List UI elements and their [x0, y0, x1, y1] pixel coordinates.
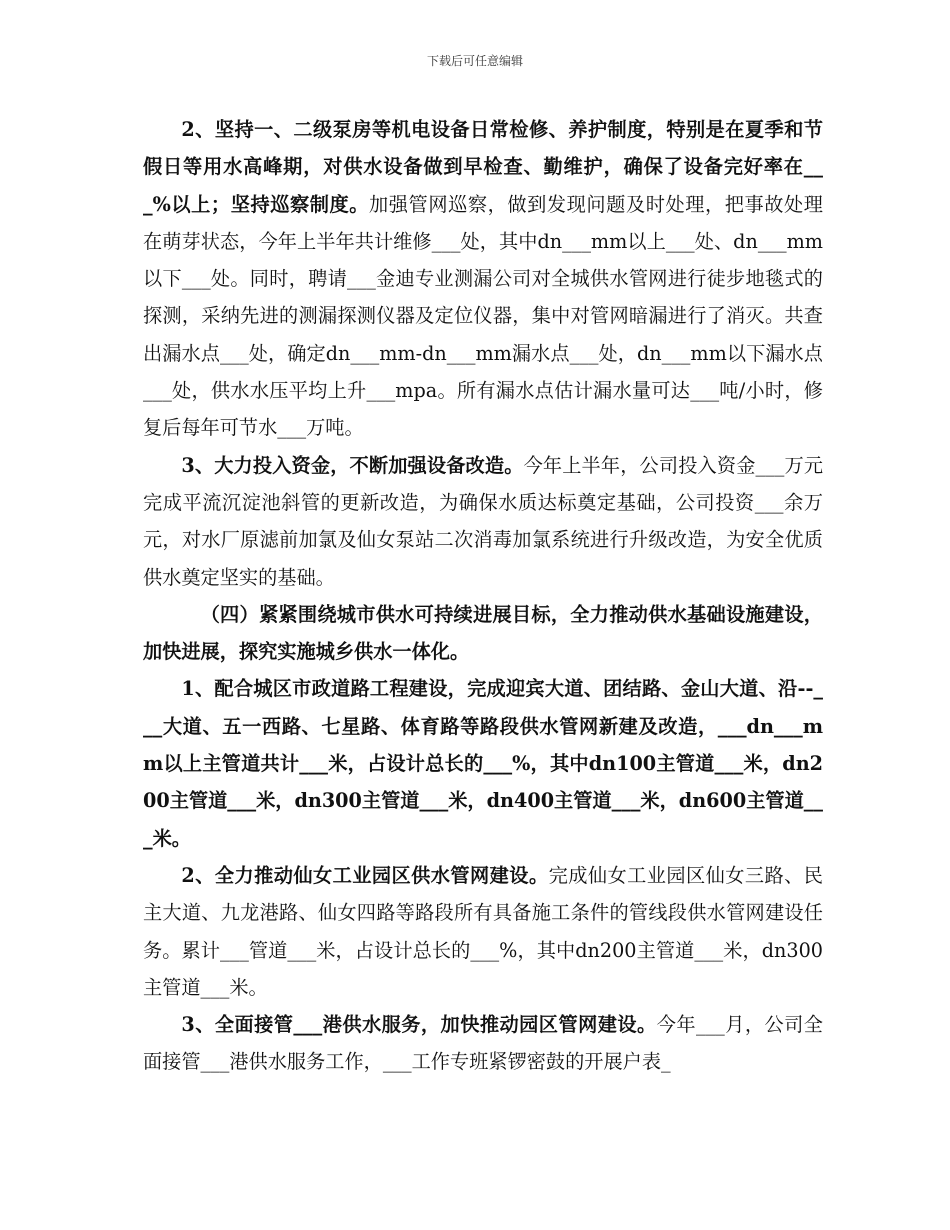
bold-lead-text: 1、配合城区市政道路工程建设，完成迎宾大道、团结路、金山大道、沿--___大道、五一西路、七星路、体育路等路段供水管网新建及改造，___dn___mm以上主管道共计___米，占设计总长的___%，其中dn100主管道___米，dn200主管道___米，dn300主管道___米，dn400主管道___米，dn600主管道___米。: [143, 677, 823, 850]
body-text: 加强管网巡察，做到发现问题及时处理，把事故处理在萌芽状态，今年上半年共计维修___处，其中dn___mm以上___处、dn___mm以下___处。同时，聘请___金迪专业测漏公司对全城供水管网进行徒步地毯式的探测，采纳先进的测漏探测仪器及定位仪器，集中对管网暗漏进行了消灭。共查出漏水点___处，确定dn___mm-dn___mm漏水点___处，dn___mm以下漏水点___处，供水水压平均上升___mpa。所有漏水点估计漏水量可达___吨/小时，修复后每年可节水___万吨。: [143, 192, 823, 440]
paragraph-capital-investment: [143, 447, 823, 596]
paragraph-industrial-park: [143, 857, 823, 1006]
bold-lead-text: 2、坚持一、二级泵房等机电设备日常检修、养护制度，特别是在夏季和节假日等用水高峰期，对供水设备做到早检查、勤维护，确保了设备完好率在___%以上；坚持巡察制度。: [143, 118, 823, 216]
bold-lead-text: 3、大力投入资金，不断加强设备改造。: [181, 453, 524, 477]
paragraph-port-takeover: [143, 1006, 823, 1081]
paragraph-equipment-maintenance: [143, 111, 823, 447]
paragraph-road-pipeline: [143, 670, 823, 856]
bold-lead-text: （四）紧紧围绕城市供水可持续进展目标，全力推动供水基础设施建设，加快进展，探究实施城乡供水一体化。: [143, 602, 823, 664]
document-body: [143, 111, 823, 1081]
bold-lead-text: 3、全面接管___港供水服务，加快推动园区管网建设。: [181, 1013, 657, 1037]
body-text: 今年___月，公司全面接管___港供水服务工作，___工作专班紧锣密鼓的开展户表_: [143, 1013, 823, 1074]
body-text: 完成仙女工业园区仙女三路、民主大道、九龙港路、仙女四路等路段所有具备施工条件的管线段供水管网建设任务。累计___管道___米，占设计总长的___%，其中dn200主管道___米，dn300主管道___米。: [143, 863, 823, 999]
bold-lead-text: 2、全力推动仙女工业园区供水管网建设。: [181, 863, 549, 887]
section-heading-four: [143, 596, 823, 671]
page-header: 下载后可任意编辑: [426, 54, 523, 68]
body-text: 今年上半年，公司投入资金___万元完成平流沉淀池斜管的更新改造，为确保水质达标奠定基础，公司投资___余万元，对水厂原滤前加氯及仙女泵站二次消毒加氯系统进行升级改造，为安全优质供水奠定坚实的基础。: [143, 453, 824, 589]
